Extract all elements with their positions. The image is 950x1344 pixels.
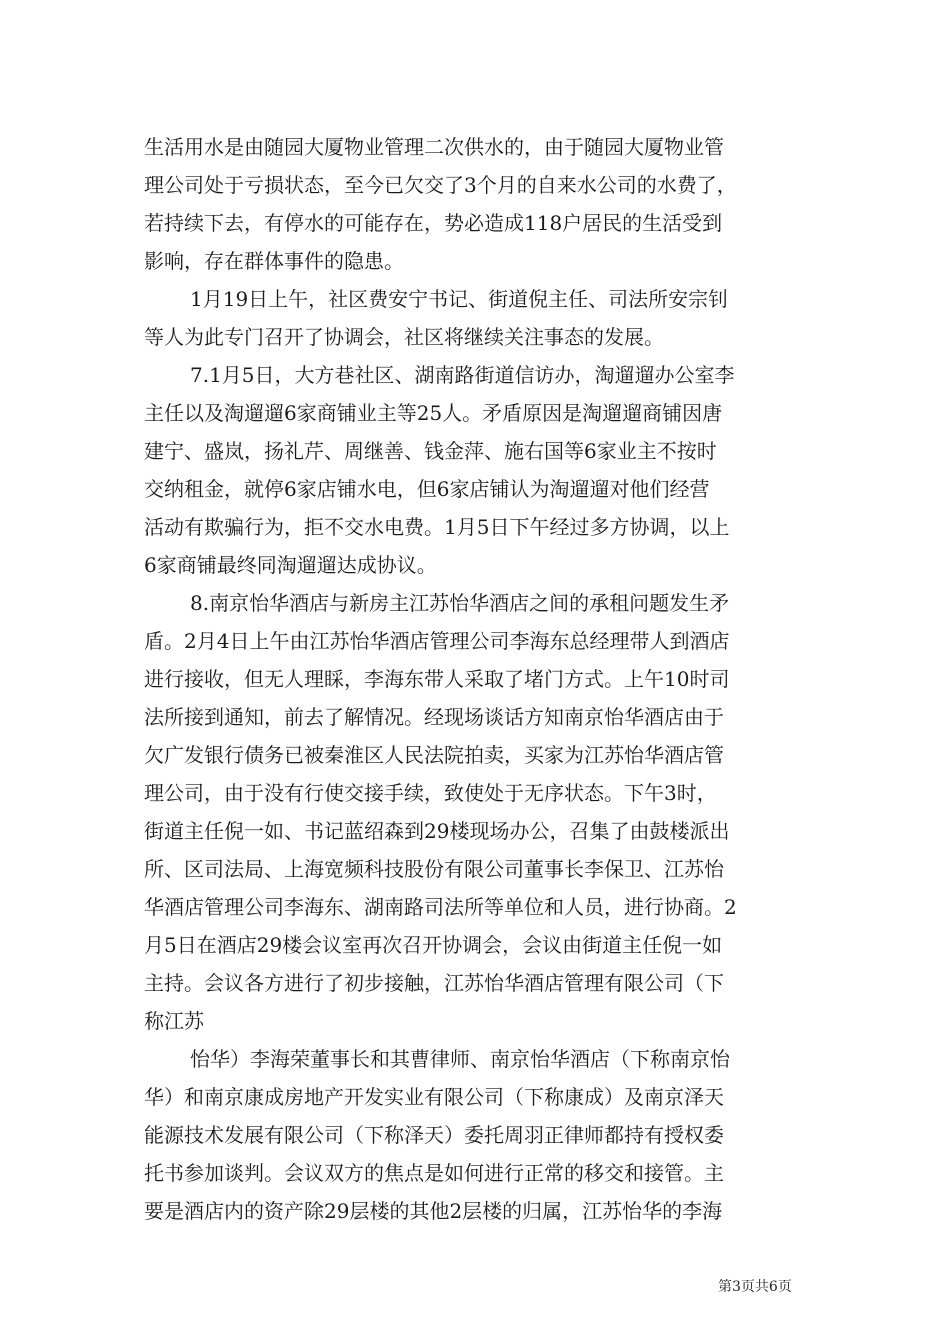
text-line: 欠广发银行债务已被秦淮区人民法院拍卖，买家为江苏怡华酒店管 [144, 743, 724, 767]
text-line: 建宁、盛岚，扬礼芹、周继善、钱金萍、施右国等6家业主不按时 [144, 439, 717, 463]
text-line: 理公司，由于没有行使交接手续，致使处于无序状态。下午3时， [144, 781, 717, 805]
text-line: 主持。会议各方进行了初步接触，江苏怡华酒店管理有限公司（下 [144, 971, 724, 995]
paragraph-start-line: 怡华）李海荣董事长和其曹律师、南京怡华酒店（下称南京怡 [190, 1047, 730, 1071]
document-body [144, 128, 814, 1230]
text-line: 主任以及淘遛遛6家商铺业主等25人。矛盾原因是淘遛遛商铺因唐 [144, 401, 723, 425]
text-line: 生活用水是由随园大厦物业管理二次供水的，由于随园大厦物业管 [144, 135, 724, 159]
text-line: 理公司处于亏损状态，至今已欠交了3个月的自来水公司的水费了， [144, 173, 737, 197]
paragraph-start-line: 7.1月5日，大方巷社区、湖南路街道信访办，淘遛遛办公室李 [190, 363, 735, 387]
paragraph-start-line: 1月19日上午，社区费安宁书记、街道倪主任、司法所安宗钊 [190, 287, 729, 311]
text-line: 要是酒店内的资产除29层楼的其他2层楼的归属，江苏怡华的李海 [144, 1199, 723, 1223]
text-line: 法所接到通知，前去了解情况。经现场谈话方知南京怡华酒店由于 [144, 705, 724, 729]
page-number: 第3页共6页 [718, 1279, 792, 1295]
text-line: 所、区司法局、上海宽频科技股份有限公司董事长李保卫、江苏怡 [144, 857, 724, 881]
text-line: 称江苏 [144, 1009, 204, 1033]
paragraph-start-line: 8.南京怡华酒店与新房主江苏怡华酒店之间的承租问题发生矛 [190, 591, 730, 615]
text-line: 等人为此专门召开了协调会，社区将继续关注事态的发展。 [144, 325, 664, 349]
text-line: 影响，存在群体事件的隐患。 [144, 249, 404, 273]
text-line: 华）和南京康成房地产开发实业有限公司（下称康成）及南京泽天 [144, 1085, 724, 1109]
text-line: 街道主任倪一如、书记蓝绍森到29楼现场办公，召集了由鼓楼派出 [144, 819, 730, 843]
text-line: 若持续下去，有停水的可能存在，势必造成118户居民的生活受到 [144, 211, 723, 235]
text-line: 华酒店管理公司李海东、湖南路司法所等单位和人员，进行协商。2 [144, 895, 737, 919]
text-line: 6家商铺最终同淘遛遛达成协议。 [144, 553, 437, 577]
text-line: 盾。2月4日上午由江苏怡华酒店管理公司李海东总经理带人到酒店 [144, 629, 730, 653]
text-line: 交纳租金，就停6家店铺水电，但6家店铺认为淘遛遛对他们经营 [144, 477, 710, 501]
text-line: 能源技术发展有限公司（下称泽天）委托周羽正律师都持有授权委 [144, 1123, 724, 1147]
text-line: 月5日在酒店29楼会议室再次召开协调会，会议由街道主任倪一如 [144, 933, 723, 957]
text-line: 活动有欺骗行为，拒不交水电费。1月5日下午经过多方协调，以上 [144, 515, 730, 539]
text-line: 托书参加谈判。会议双方的焦点是如何进行正常的移交和接管。主 [144, 1161, 724, 1185]
text-line: 进行接收，但无人理睬，李海东带人采取了堵门方式。上午10时司 [144, 667, 730, 691]
